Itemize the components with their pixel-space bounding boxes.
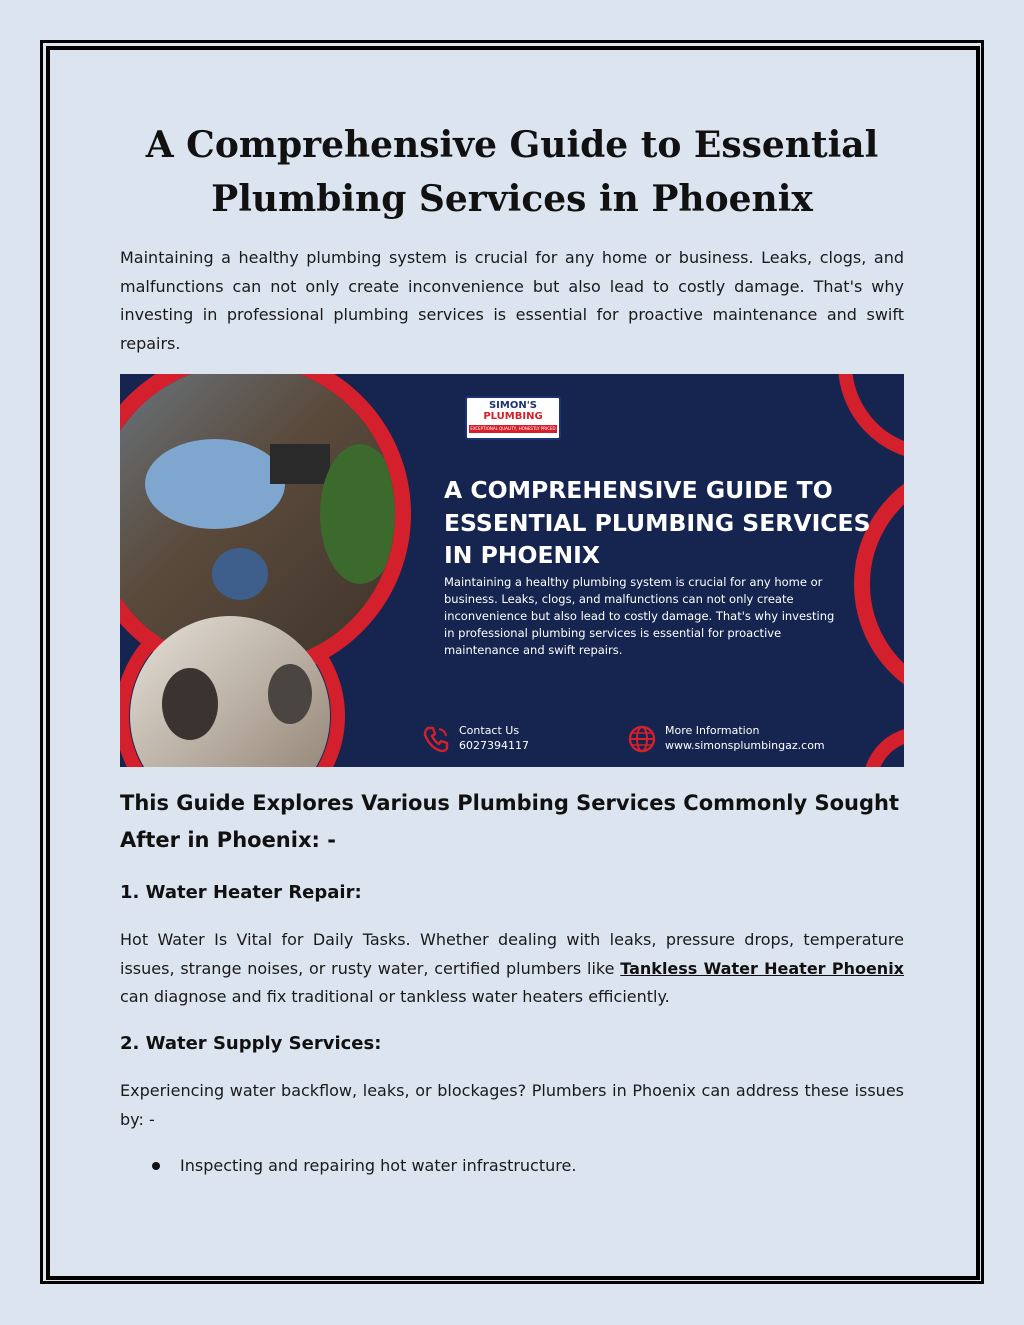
phone-icon	[422, 725, 450, 753]
intro-paragraph: Maintaining a healthy plumbing system is crucial for any home or business. Leaks, clogs, and malfunctions can not only create inconvenience but also lead to costly damage. That's why investing in professional plumbing services is essential for proactive maintenance and swift repairs.	[120, 248, 904, 353]
contact-phone: 6027394117	[459, 739, 529, 752]
banner-contact	[422, 723, 582, 755]
water-heater-paragraph	[120, 926, 904, 1012]
water-heater-text-end: can diagnose and fix traditional or tankless water heaters efficiently.	[120, 987, 670, 1006]
banner-heading: A COMPREHENSIVE GUIDE TO ESSENTIAL PLUMBING SERVICES IN PHOENIX	[444, 476, 871, 569]
tankless-water-heater-link[interactable]: Tankless Water Heater Phoenix	[620, 958, 904, 978]
banner-text: Maintaining a healthy plumbing system is crucial for any home or business. Leaks, clogs, and malfunctions can not only create inconvenience but also lead to costly damage. That's why investing in professional plumbing services is essential for proactive maintenance and swift repairs.	[444, 575, 835, 657]
section-heading-water-supply: 2. Water Supply Services:	[120, 1033, 382, 1054]
water-supply-list	[120, 1152, 904, 1180]
banner-more-info	[628, 723, 868, 755]
section-heading-water-heater: 1. Water Heater Repair:	[120, 882, 362, 903]
contact-label: Contact Us	[459, 724, 520, 737]
list-item-text: Inspecting and repairing hot water infrastructure.	[180, 1156, 577, 1175]
logo-tagline: EXCEPTIONAL QUALITY, HONESTLY PRICED	[470, 426, 556, 431]
banner-image	[120, 374, 904, 767]
simons-plumbing-logo	[465, 396, 561, 440]
water-supply-paragraph: Experiencing water backflow, leaks, or blockages? Plumbers in Phoenix can address these issues by: -	[120, 1081, 904, 1129]
bullet-icon	[152, 1162, 160, 1170]
website-url: www.simonsplumbingaz.com	[665, 739, 825, 752]
list-item	[120, 1152, 904, 1180]
guide-heading: This Guide Explores Various Plumbing Services Commonly Sought After in Phoenix: -	[120, 791, 899, 852]
globe-icon	[628, 725, 656, 753]
info-label: More Information	[665, 724, 760, 737]
logo-line2: PLUMBING	[483, 411, 543, 422]
page-title: A Comprehensive Guide to Essential Plumbing Services in Phoenix	[145, 124, 879, 220]
logo-line1: SIMON'S	[488, 400, 537, 411]
water-heater-text-start: Hot Water Is Vital for Daily Tasks. Whether dealing with leaks, pressure drops, temperature issues, strange noises, or rusty water, certified plumbers like	[120, 930, 904, 978]
